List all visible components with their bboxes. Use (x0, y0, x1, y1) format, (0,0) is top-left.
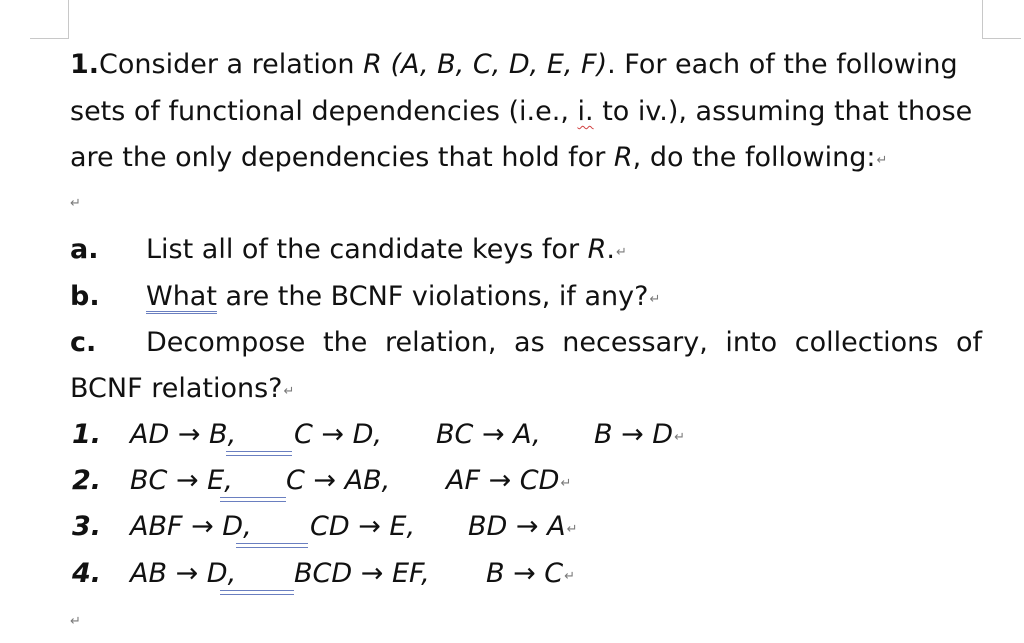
question-line-1: 1.Consider a relation R (A, B, C, D, E, F). For each of the following (70, 49, 958, 80)
fd-list (130, 510, 650, 544)
question-line-3: are the only dependencies that hold for R, do the following:↵ (70, 142, 888, 173)
paragraph-mark: ↵ (560, 476, 572, 491)
fd-list (130, 557, 650, 591)
fd-item: BCD → EF, (294, 558, 430, 589)
paragraph-mark: ↵ (674, 430, 686, 445)
task-label: c. (70, 327, 97, 358)
paragraph-mark: ↵ (876, 153, 888, 168)
fd-item: AD → B, (130, 419, 237, 450)
spellcheck-word: i. (577, 96, 594, 127)
fd-item: C → D, (294, 419, 383, 450)
fd-item: B → D↵ (594, 419, 686, 450)
fd-item: BC → E, (130, 465, 233, 496)
fd-item: CD → E, (310, 511, 416, 542)
fd-list (130, 418, 750, 452)
fd-item: B → C↵ (486, 558, 576, 589)
paragraph-mark-empty-1: ↵ (70, 196, 81, 211)
fd-item: ABF → D, (130, 511, 252, 542)
paragraph-mark-empty-2: ↵ (70, 614, 81, 629)
fd-item: BC → A, (436, 419, 541, 450)
fd-set-number: 1. (72, 419, 102, 450)
grammar-check-word: What (146, 281, 217, 312)
question-line-2: sets of functional dependencies (i.e., i. to iv.), assuming that those (70, 96, 973, 127)
fd-item: C → AB, (286, 465, 391, 496)
task-a (70, 233, 98, 267)
paragraph-mark: ↵ (616, 245, 627, 260)
task-b-text: What are the BCNF violations, if any?↵ (146, 281, 661, 312)
paragraph-mark: ↵ (649, 292, 661, 307)
fd-item: AB → D, (130, 558, 237, 589)
paragraph-mark: ↵ (283, 384, 295, 399)
page-corner-mark-left (30, 0, 69, 39)
paragraph-mark: ↵ (564, 569, 576, 584)
question-number: 1. (70, 49, 100, 80)
grammar-underline (226, 451, 292, 456)
task-c-text: Decompose the relation, as necessary, into collections of (146, 327, 982, 358)
task-c-continuation: BCNF relations?↵ (70, 373, 295, 404)
fd-item: AF → CD↵ (446, 465, 572, 496)
relation-schema: R (A, B, C, D, E, F) (363, 49, 608, 80)
task-a-text: List all of the candidate keys for R.↵ (146, 234, 627, 265)
fd-set-number: 3. (72, 511, 102, 542)
task-label: a. (70, 234, 99, 265)
fd-list (130, 464, 650, 498)
paragraph-mark: ↵ (566, 522, 578, 537)
grammar-underline (220, 590, 294, 595)
task-label: b. (70, 281, 100, 312)
page-corner-mark-right (982, 0, 1021, 39)
fd-item: BD → A↵ (468, 511, 578, 542)
task-b (70, 280, 100, 314)
grammar-underline (220, 497, 286, 502)
fd-set-number: 2. (72, 465, 102, 496)
fd-set-number: 4. (72, 558, 102, 589)
grammar-underline (236, 543, 308, 548)
task-c (70, 326, 96, 360)
